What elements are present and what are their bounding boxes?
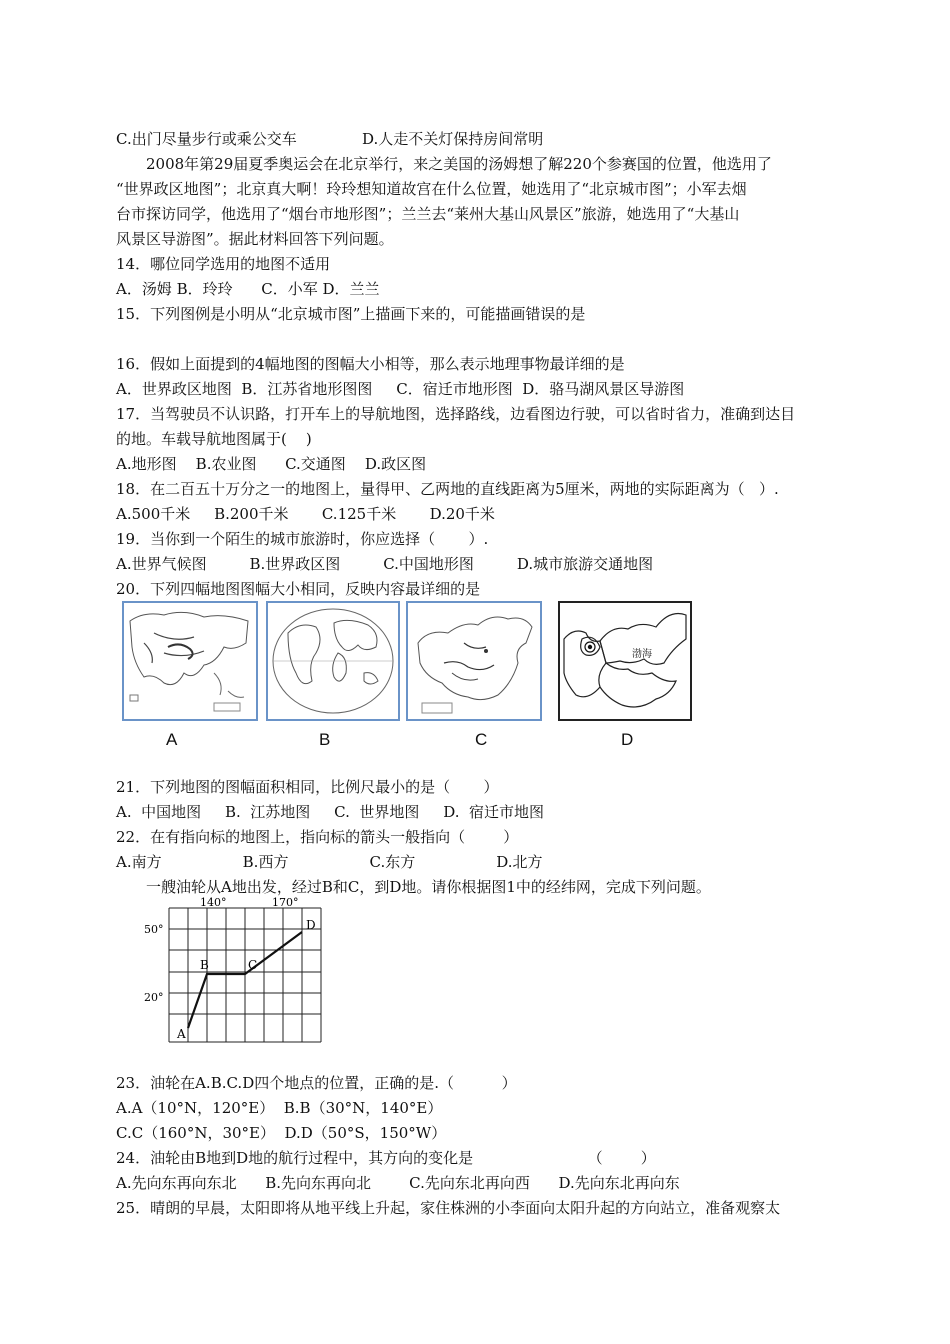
question-19: 19．当你到一个陌生的城市旅游时，你应选择（ ）. xyxy=(116,530,489,548)
lat-long-grid-figure xyxy=(140,896,340,1048)
question-17: 17．当驾驶员不认识路，打开车上的导航地图，选择路线，边看图边行驶，可以省时省力，准确到达目 xyxy=(116,405,796,423)
map-a-asia xyxy=(122,601,258,721)
passage-line: 一艘油轮从A地出发，经过B和C，到D地。请你根据图1中的经纬网，完成下列问题。 xyxy=(146,878,711,896)
question-21-options: A. 中国地图 B. 江苏地图 C. 世界地图 D. 宿迁市地图 xyxy=(116,803,545,821)
question-24-options: A.先向东再向东北 B.先向东再向北 C.先向东北再向西 D.先向东北再向东 xyxy=(116,1174,680,1192)
option-line: C.出门尽量步行或乘公交车 xyxy=(116,130,297,148)
passage-line: 风景区导游图”。据此材料回答下列问题。 xyxy=(116,230,394,248)
point-b-label: B xyxy=(200,958,209,972)
grid-top-label: 170° xyxy=(272,896,299,909)
question-14: 14．哪位同学选用的地图不适用 xyxy=(116,255,331,273)
question-15: 15．下列图例是小明从“北京城市图”上描画下来的，可能描画错误的是 xyxy=(116,305,586,323)
question-23-options: C.C（160°N，30°E） D.D（50°S，150°W） xyxy=(116,1124,447,1142)
question-18: 18．在二百五十万分之一的地图上，量得甲、乙两地的直线距离为5厘米，两地的实际距离为（ ）. xyxy=(116,480,779,498)
passage-line: “世界政区地图”；北京真大啊！玲玲想知道故宫在什么位置，她选用了“北京城市图”；小军去烟 xyxy=(116,180,747,198)
question-17-options: A.地形图 B.农业图 C.交通图 D.政区图 xyxy=(116,455,427,473)
question-23-options: A.A（10°N，120°E） B.B（30°N，140°E） xyxy=(116,1099,443,1117)
point-a-label: A xyxy=(177,1027,186,1041)
question-20: 20．下列四幅地图图幅大小相同，反映内容最详细的是 xyxy=(116,580,481,598)
question-21: 21．下列地图的图幅面积相同，比例尺最小的是（ ） xyxy=(116,778,499,796)
map-label-a: A xyxy=(166,730,178,749)
map-label-c: C xyxy=(475,730,488,749)
question-25: 25．晴朗的早晨，太阳即将从地平线上升起，家住株洲的小李面向太阳升起的方向站立，准备观察太 xyxy=(116,1199,781,1217)
question-22-options: A.南方 B.西方 C.东方 D.北方 xyxy=(116,853,543,871)
map-b-world-hemisphere xyxy=(266,601,400,721)
map-d-bohai xyxy=(558,601,692,721)
point-c-label: C xyxy=(248,958,258,972)
bohai-label: 渤海 xyxy=(632,649,652,660)
map-c-china xyxy=(406,601,542,721)
question-22: 22．在有指向标的地图上，指向标的箭头一般指向（ ） xyxy=(116,828,519,846)
passage-line: 台市探访同学，他选用了“烟台市地形图”；兰兰去“莱州大基山风景区”旅游，她选用了“大基山 xyxy=(116,205,740,223)
map-label-d: D xyxy=(621,730,634,749)
question-23: 23．油轮在A.B.C.D四个地点的位置，正确的是.（ ） xyxy=(116,1074,517,1092)
grid-top-label: 140° xyxy=(200,896,227,909)
grid-left-label: 50° xyxy=(144,923,164,936)
question-18-options: A.500千米 B.200千米 C.125千米 D.20千米 xyxy=(116,505,495,523)
question-19-options: A.世界气候图 B.世界政区图 C.中国地形图 D.城市旅游交通地图 xyxy=(116,555,654,573)
passage-line: 2008年第29届夏季奥运会在北京举行，来之美国的汤姆想了解220个参赛国的位置，他选用了 xyxy=(146,155,772,173)
question-16: 16．假如上面提到的4幅地图的图幅大小相等，那么表示地理事物最详细的是 xyxy=(116,355,625,373)
point-d-label: D xyxy=(306,918,316,932)
question-17-cont: 的地。车载导航地图属于( ) xyxy=(116,430,312,448)
map-label-b: B xyxy=(319,730,331,749)
grid-left-label: 20° xyxy=(144,991,164,1004)
option-line: D.人走不关灯保持房间常明 xyxy=(362,130,544,148)
question-16-options: A．世界政区地图 B．江苏省地形图图 C．宿迁市地形图 D．骆马湖风景区导游图 xyxy=(116,380,685,398)
question-24: 24．油轮由B地到D地的航行过程中，其方向的变化是 （ ） xyxy=(116,1149,656,1167)
question-14-options: A．汤姆 B．玲玲 C．小军 D．兰兰 xyxy=(116,280,380,298)
